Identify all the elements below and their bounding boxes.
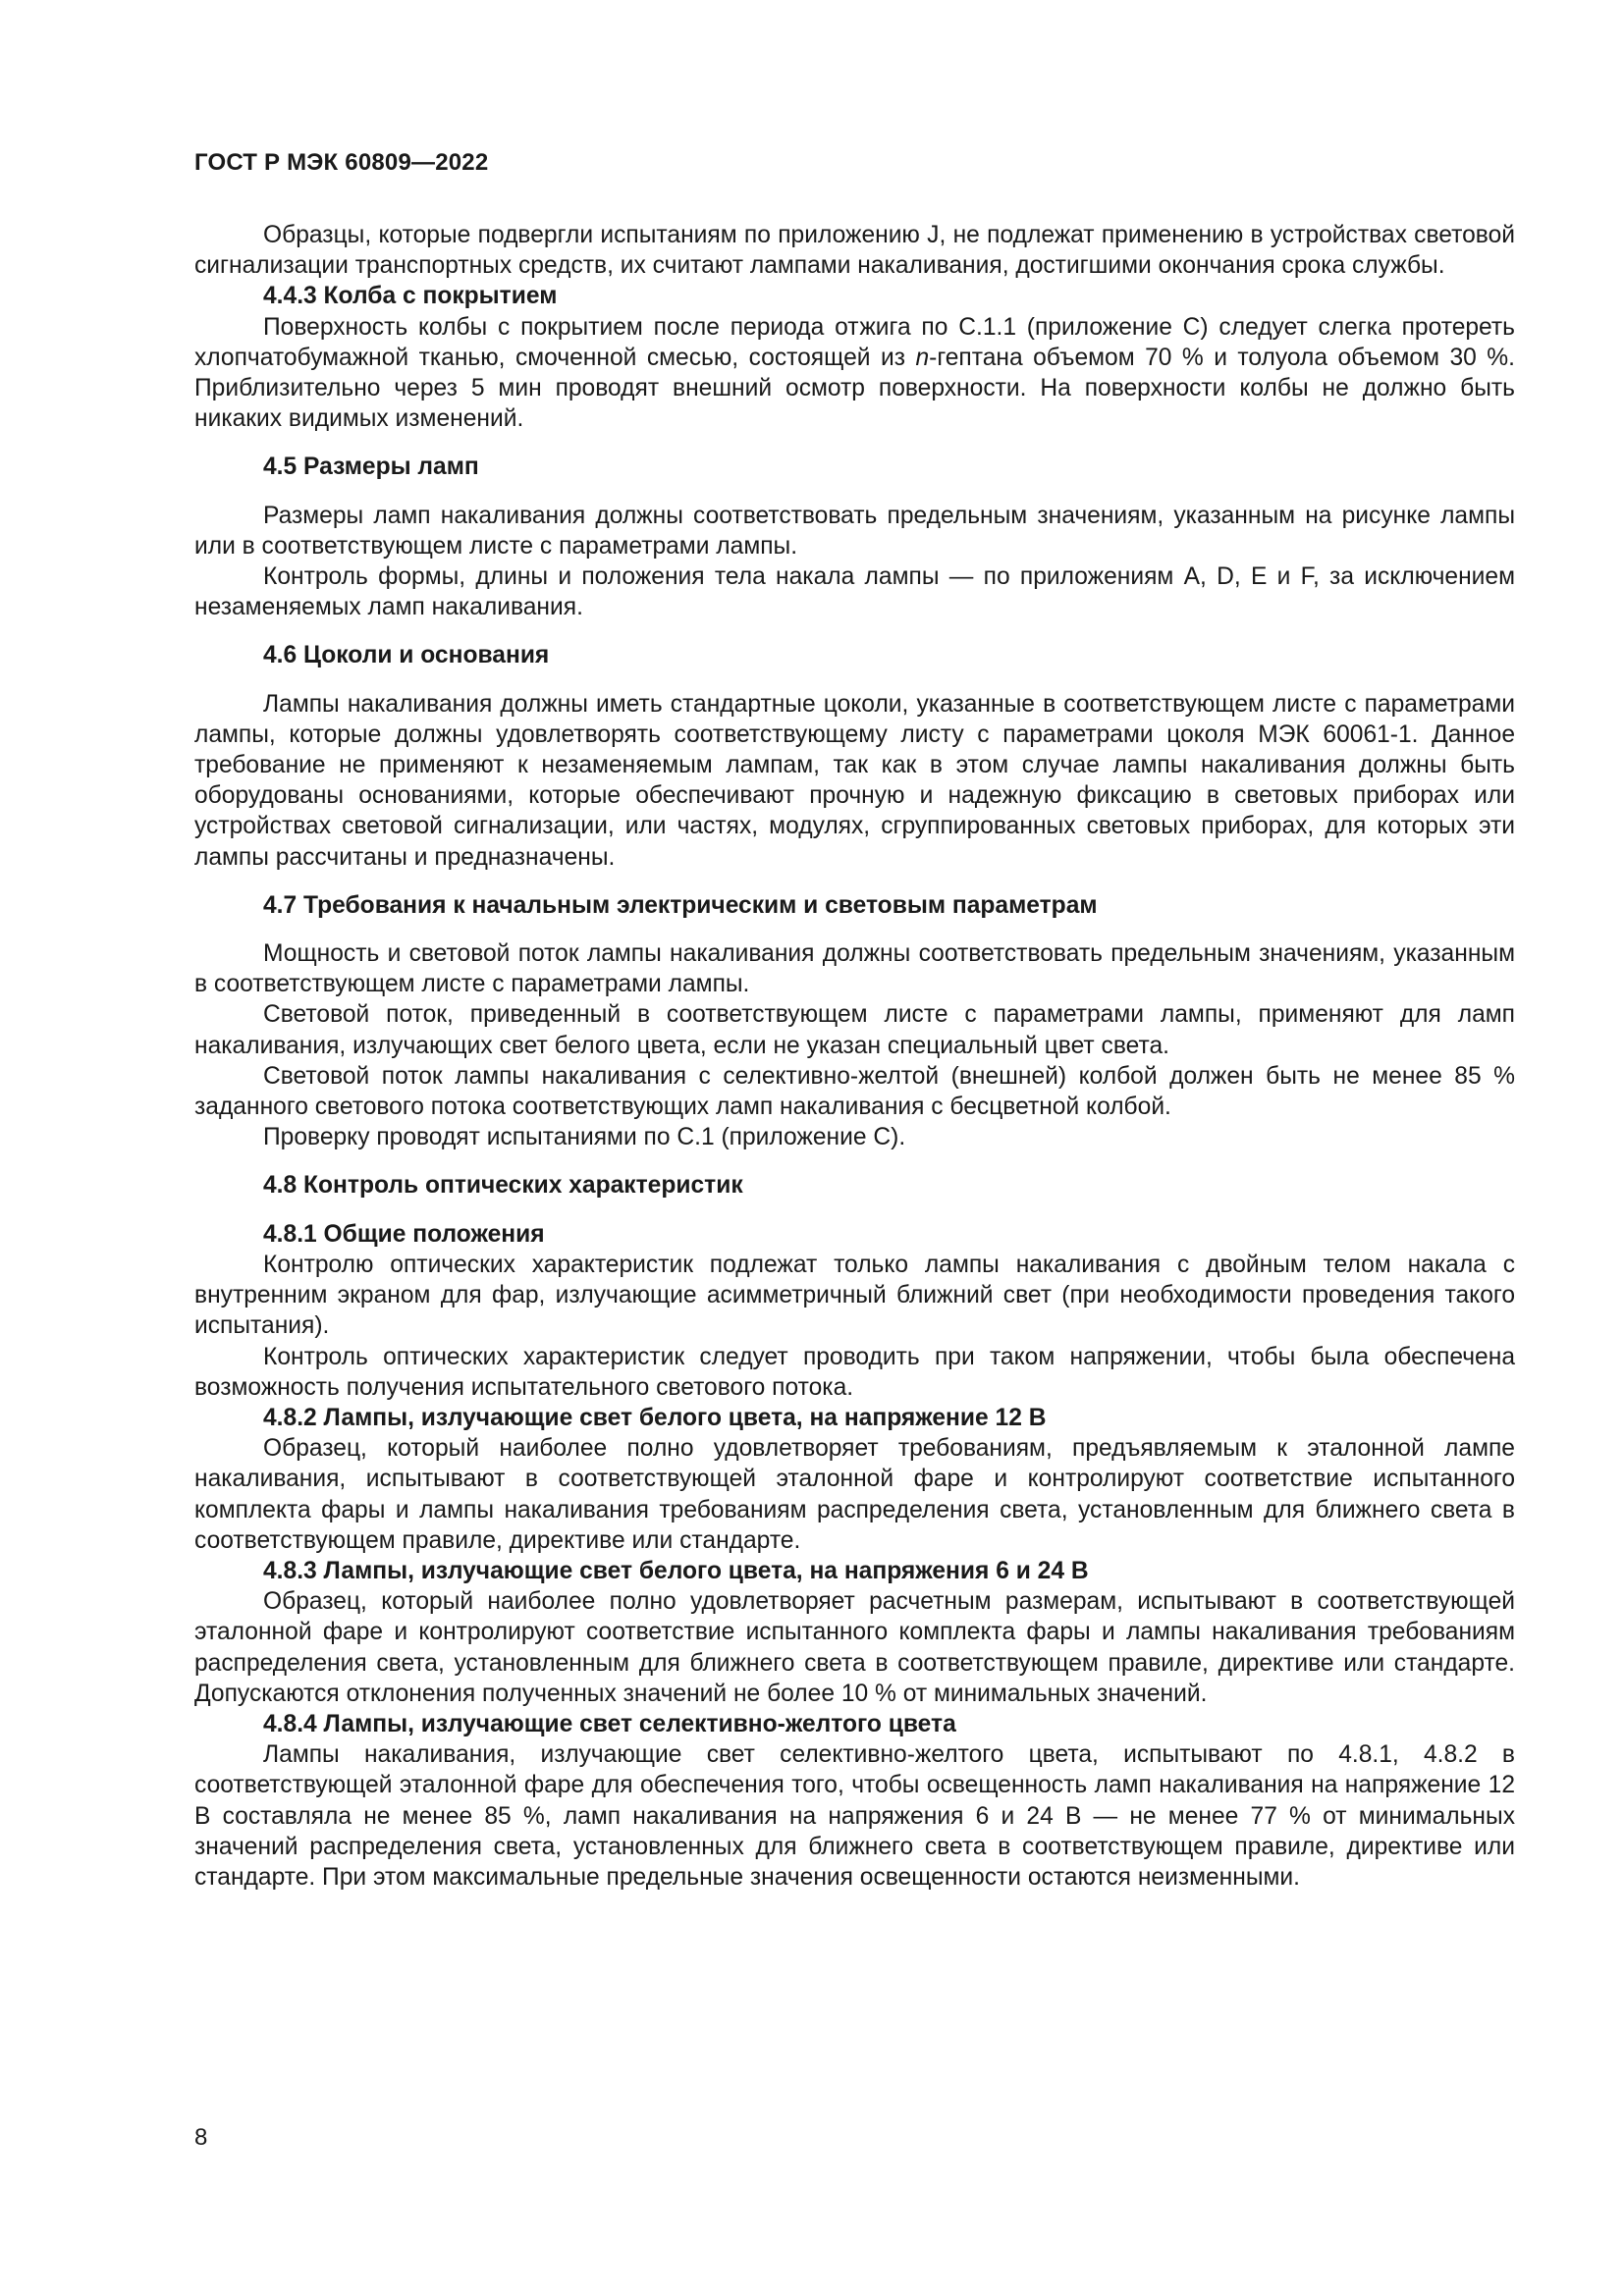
document-body: [194, 220, 1515, 1893]
page-number: 8: [194, 2124, 208, 2151]
paragraph-4-8-1-1: Контролю оптических характеристик подлежат только лампы накаливания с двойным телом накала с внутренним экраном для фар, излучающие асимметричный ближний свет (при необходимости проведения такого испытания).: [194, 1251, 1515, 1340]
paragraph-4-8-1-2: Контроль оптических характеристик следует проводить при таком напряжении, чтобы была обеспечена возможность получения испытательного светового потока.: [194, 1343, 1515, 1401]
paragraph-4-8-4: Лампы накаливания, излучающие свет селективно-желтого цвета, испытывают по 4.8.1, 4.8.2 в соответствующей эталонной фаре для обеспечения того, чтобы освещенность ламп накаливания на напряжение 12 В составляла не менее 85 %, ламп накаливания на напряжения 6 и 24 В — не менее 77 % от минимальных значений распределения света, установленных для ближнего света в соответствующем правиле, директиве или стандарте. При этом максимальные предельные значения освещенности остаются неизменными.: [194, 1741, 1515, 1891]
heading-4-8: 4.8 Контроль оптических характеристик: [263, 1172, 743, 1200]
paragraph-4-6: Лампы накаливания должны иметь стандартные цоколи, указанные в соответствующем листе с параметрами лампы, которые должны удовлетворять соответствующему листу с параметрами цоколя МЭК 60061-1. Данное требование не применяют к незаменяемым лампам, так как в этом случае лампы накаливания должны быть оборудованы основаниями, которые обеспечивают прочную и надежную фиксацию в световых приборах или устройствах световой сигнализации, или частях, модулях, сгруппированных световых приборах, для которых эти лампы рассчитаны и предназначены.: [194, 690, 1515, 871]
paragraph-4-5-1: Размеры ламп накаливания должны соответствовать предельным значениям, указанным на рисунке лампы или в соответствующем листе с параметрами лампы.: [194, 502, 1515, 560]
paragraph-4-8-3: Образец, который наиболее полно удовлетворяет расчетным размерам, испытывают в соответствующей эталонной фаре и контролируют соответствие испытанного комплекта фары и лампы накаливания требованиям распределения света, установленным для ближнего света в соответствующем правиле, директиве или стандарте. Допускаются отклонения полученных значений не более 10 % от минимальных значений.: [194, 1588, 1515, 1707]
heading-4-8-3: 4.8.3 Лампы, излучающие свет белого цвета, на напряжения 6 и 24 В: [263, 1557, 1089, 1584]
paragraph-4-8-2: Образец, который наиболее полно удовлетворяет требованиям, предъявляемым к эталонной лампе накаливания, испытывают в соответствующей эталонной фаре и контролируют соответствие испытанного комплекта фары и лампы накаливания требованиям распределения света, установленным для ближнего света в соответствующем правиле, директиве или стандарте.: [194, 1435, 1515, 1554]
heading-4-5: 4.5 Размеры ламп: [263, 454, 479, 481]
paragraph-annex-j: Образцы, которые подвергли испытаниям по приложению J, не подлежат применению в устройствах световой сигнализации транспортных средств, их считают лампами накаливания, достигшими окончания срока службы.: [194, 222, 1515, 280]
document-code-header: ГОСТ Р МЭК 60809—2022: [194, 149, 489, 176]
paragraph-4-7-2: Световой поток, приведенный в соответствующем листе с параметрами лампы, применяют для ламп накаливания, излучающих свет белого цвета, если не указан специальный цвет света.: [194, 1001, 1515, 1059]
paragraph-4-4-3: [194, 312, 1515, 435]
heading-4-4-3: 4.4.3 Колба с покрытием: [263, 283, 558, 310]
paragraph-4-4-3-part2: -гептана объемом 70 % и толуола объемом 30 %. Приблизительно через 5 мин проводят внешний осмотр поверхности. На поверхности колбы не должно быть никаких видимых изменений.: [194, 344, 1516, 433]
heading-4-8-2: 4.8.2 Лампы, излучающие свет белого цвета, на напряжение 12 В: [263, 1404, 1047, 1431]
paragraph-4-7-1: Мощность и световой поток лампы накаливания должны соответствовать предельным значениям, указанным в соответствующем листе с параметрами лампы.: [194, 940, 1515, 998]
paragraph-4-4-3-part1: Поверхность колбы с покрытием после периода отжига по C.1.1 (приложение C) следует слегка протереть хлопчатобумажной тканью, смоченной смесью, состоящей из: [194, 313, 1515, 371]
paragraph-4-7-3: Световой поток лампы накаливания с селективно-желтой (внешней) колбой должен быть не менее 85 % заданного светового потока соответствующих ламп накаливания с бесцветной колбой.: [194, 1062, 1515, 1121]
heading-4-8-1: 4.8.1 Общие положения: [263, 1220, 545, 1248]
heading-4-7: 4.7 Требования к начальным электрическим и световым параметрам: [263, 891, 1098, 919]
heading-4-6: 4.6 Цоколи и основания: [263, 642, 550, 669]
paragraph-4-4-3-italic-n: n: [915, 344, 930, 371]
paragraph-4-7-4: Проверку проводят испытаниями по C.1 (приложение C).: [263, 1124, 906, 1151]
paragraph-4-5-2: Контроль формы, длины и положения тела накала лампы — по приложениям A, D, E и F, за исключением незаменяемых ламп накаливания.: [194, 563, 1515, 621]
heading-4-8-4: 4.8.4 Лампы, излучающие свет селективно-желтого цвета: [263, 1710, 956, 1737]
